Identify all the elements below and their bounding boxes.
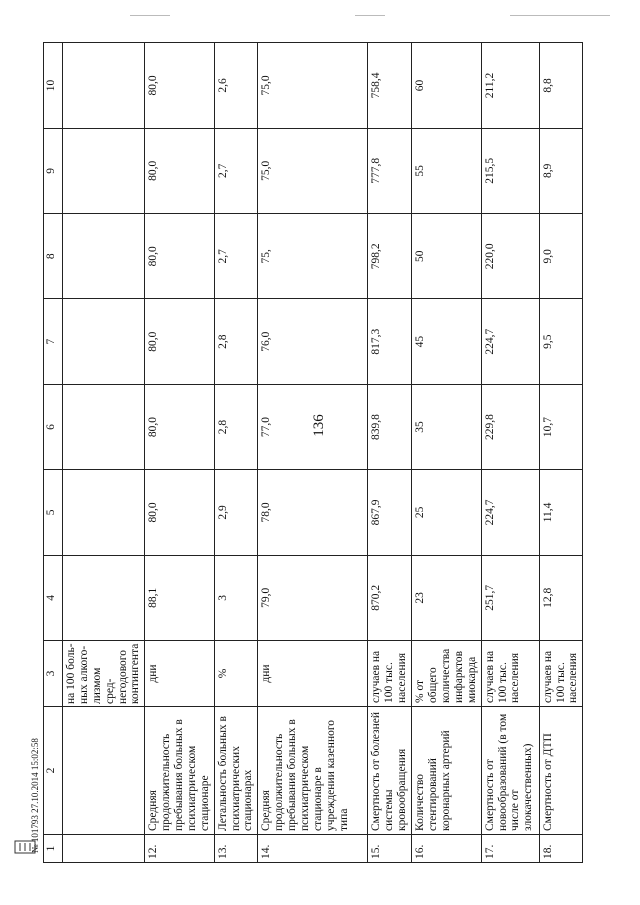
value-cell: 75,0 [258,43,368,128]
value-cell: 224,7 [481,299,539,384]
header-cell: 4 [44,555,63,640]
table-row [214,43,258,863]
value-cell: 2,7 [214,128,258,213]
value-cell: 80,0 [145,214,214,299]
unit-cell: на 100 боль-ных алкого-лизмом сред-негодового контингента [63,641,145,707]
value-cell: 215,5 [481,128,539,213]
value-cell: 251,7 [481,555,539,640]
value-cell: 229,8 [481,384,539,469]
value-cell: 870,2 [368,555,412,640]
indicator-name: Средняя продолжительность пребывания больных в психиатрическом стационаре в учреждении казенного типа [258,707,368,835]
header-cell: 2 [44,707,63,835]
value-cell: 8,9 [539,128,583,213]
unit-cell: % от общего количества инфарктов миокарда [412,641,481,707]
value-cell: 224,7 [481,470,539,555]
value-cell: 77,0 [258,384,368,469]
table-row [481,43,539,863]
value-cell: 2,7 [214,214,258,299]
header-cell: 6 [44,384,63,469]
value-cell: 2,6 [214,43,258,128]
value-cell: 9,0 [539,214,583,299]
value-cell: 55 [412,128,481,213]
value-cell: 8,8 [539,43,583,128]
value-cell: 79,0 [258,555,368,640]
row-number: 16. [412,835,481,863]
rotated-table-container [43,43,580,863]
table-row [539,43,583,863]
value-cell: 80,0 [145,128,214,213]
value-cell: 2,8 [214,299,258,384]
row-number: 13. [214,835,258,863]
indicator-table [43,42,583,863]
value-cell: 80,0 [145,43,214,128]
value-cell: 60 [412,43,481,128]
header-cell: 10 [44,43,63,128]
indicator-name: Количество стентирований коронарных артерий [412,707,481,835]
value-cell: 3 [214,555,258,640]
value-cell: 817,3 [368,299,412,384]
value-cell: 867,9 [368,470,412,555]
table-row [63,43,145,863]
value-cell: 11,4 [539,470,583,555]
value-cell: 220,0 [481,214,539,299]
unit-cell: % [214,641,258,707]
value-cell: 75, [258,214,368,299]
value-cell: 45 [412,299,481,384]
value-cell: 211,2 [481,43,539,128]
value-cell: 88,1 [145,555,214,640]
value-cell: 75,0 [258,128,368,213]
document-registration-meta: № 101793 27.10.2014 15:02:58 [30,738,40,853]
unit-cell: дни [258,641,368,707]
value-cell: 777,8 [368,128,412,213]
value-cell: 80,0 [145,299,214,384]
page-number: 136 [310,414,327,437]
header-cell: 1 [44,835,63,863]
header-row [44,43,63,863]
header-cell: 5 [44,470,63,555]
value-cell: 839,8 [368,384,412,469]
value-cell: 798,2 [368,214,412,299]
header-cell: 8 [44,214,63,299]
row-number: 15. [368,835,412,863]
indicator-name: Смертность от болезней системы кровообращения [368,707,412,835]
header-cell: 9 [44,128,63,213]
value-cell: 80,0 [145,470,214,555]
row-number: 12. [145,835,214,863]
unit-cell: случаев на 100 тыс. населения [481,641,539,707]
value-cell: 9,5 [539,299,583,384]
value-cell: 12,8 [539,555,583,640]
indicator-name: Летальность больных в психиатрических стационарах [214,707,258,835]
scan-artifact [130,15,170,16]
value-cell: 80,0 [145,384,214,469]
table-row [368,43,412,863]
indicator-name: Средняя продолжительность пребывания больных в психиатрическом стационаре [145,707,214,835]
value-cell: 25 [412,470,481,555]
indicator-name: Смертность от новообразований (в том числе от злокачественных) [481,707,539,835]
value-cell: 76,0 [258,299,368,384]
unit-cell: случаев на 100 тыс. населения [368,641,412,707]
row-number: 14. [258,835,368,863]
value-cell: 10,7 [539,384,583,469]
value-cell: 758,4 [368,43,412,128]
unit-cell: случаев на 100 тыс. населения [539,641,583,707]
indicator-name: Смертность от ДТП [539,707,583,835]
value-cell: 2,9 [214,470,258,555]
row-number: 18. [539,835,583,863]
header-cell: 3 [44,641,63,707]
scan-artifact [510,15,610,16]
table-row [258,43,368,863]
value-cell: 2,8 [214,384,258,469]
value-cell: 78,0 [258,470,368,555]
unit-cell: дни [145,641,214,707]
row-number: 17. [481,835,539,863]
value-cell: 35 [412,384,481,469]
table-row [145,43,214,863]
table-row [412,43,481,863]
scan-artifact [355,15,385,16]
header-cell: 7 [44,299,63,384]
value-cell: 23 [412,555,481,640]
value-cell: 50 [412,214,481,299]
